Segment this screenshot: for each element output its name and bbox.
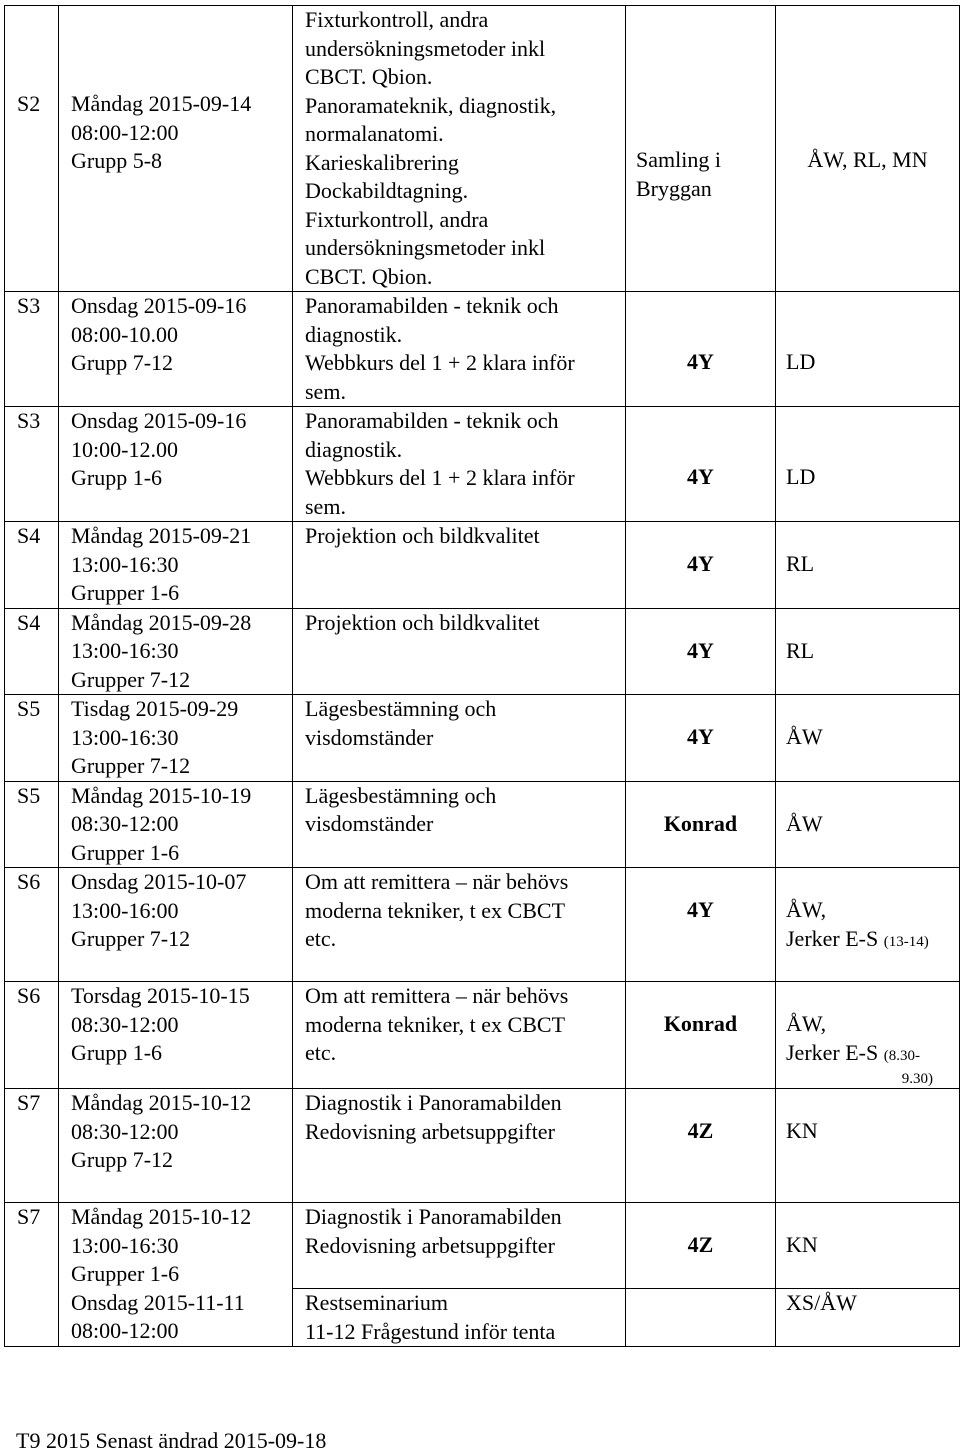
- datetime-line: Grupp 1-6: [71, 1040, 163, 1065]
- teacher-note: (8.30-: [883, 1047, 920, 1064]
- teacher-line: LD: [786, 464, 816, 489]
- datetime-line: Grupper 7-12: [71, 926, 191, 951]
- session-room-cell: [626, 868, 776, 982]
- teacher-note: (13-14): [883, 933, 929, 950]
- session-code: S2: [17, 91, 41, 116]
- room-line: Konrad: [663, 810, 738, 836]
- session-datetime-cell: [59, 522, 293, 609]
- session-code: S6: [17, 869, 41, 894]
- room-line: 4Z: [687, 1118, 714, 1143]
- session-code: S5: [17, 782, 41, 808]
- table-row: [5, 868, 960, 982]
- session-code-cell: [5, 6, 59, 292]
- topic-line: Panoramateknik, diagnostik,: [305, 92, 557, 118]
- topic-line: sem.: [305, 378, 346, 404]
- session-teacher-cell: [776, 982, 960, 1089]
- session-teacher-cell: [776, 407, 960, 522]
- topic-line: Diagnostik i Panoramabilden: [305, 1090, 562, 1115]
- datetime-line: Grupper 7-12: [71, 666, 191, 692]
- session-code: S7: [17, 1090, 41, 1115]
- topic-line: visdomständer: [305, 724, 434, 750]
- datetime-line: 10:00-12.00: [71, 436, 178, 462]
- topic-line: Webbkurs del 1 + 2 klara inför: [305, 350, 575, 375]
- teacher-line: KN: [786, 1232, 818, 1257]
- session-code-cell: [5, 1089, 59, 1203]
- session-datetime-cell: [59, 292, 293, 407]
- session-room-cell: [626, 407, 776, 522]
- datetime-line: Onsdag 2015-09-16: [71, 293, 247, 318]
- session-datetime-cell: [59, 1203, 293, 1289]
- session-teacher-cell: [776, 781, 960, 868]
- teacher-line: ÅW, RL, MN: [807, 147, 928, 172]
- topic-line: diagnostik.: [305, 436, 403, 462]
- session-code-cell: [5, 1203, 59, 1347]
- page-footer: T9 2015 Senast ändrad 2015-09-18: [16, 1428, 327, 1453]
- datetime-line: Grupper 7-12: [71, 753, 191, 778]
- room-line: 4Y: [687, 637, 714, 663]
- topic-line: sem.: [305, 493, 346, 519]
- datetime-line: 13:00-16:00: [71, 897, 179, 923]
- datetime-line: 08:00-10.00: [71, 321, 178, 347]
- room-line: 4Y: [687, 464, 714, 489]
- datetime-line: Onsdag 2015-11-11: [71, 1289, 245, 1315]
- session-code-cell: [5, 522, 59, 609]
- session-datetime-cell: [59, 6, 293, 292]
- session-datetime-cell: [59, 608, 293, 695]
- teacher-line: XS/ÅW: [786, 1290, 857, 1315]
- room-line: 4Y: [687, 551, 714, 576]
- session-topic-cell: [293, 695, 626, 782]
- topic-line: Om att remittera – när behövs: [305, 983, 569, 1008]
- table-row: [5, 1203, 960, 1289]
- datetime-line: 08:00-12:00: [71, 119, 179, 145]
- session-topic-cell: [293, 522, 626, 609]
- table-row: [5, 1289, 960, 1347]
- topic-line: CBCT. Qbion.: [305, 263, 433, 289]
- datetime-line: Grupp 7-12: [71, 350, 174, 375]
- session-topic-cell: [293, 407, 626, 522]
- schedule-table: [4, 5, 960, 1347]
- session-room-cell: [626, 1089, 776, 1203]
- teacher-line: KN: [786, 1118, 818, 1143]
- session-code-cell: [5, 292, 59, 407]
- session-topic-cell: [293, 6, 626, 292]
- session-room-cell: [626, 1289, 776, 1347]
- topic-line: moderna tekniker, t ex CBCT: [305, 897, 566, 923]
- datetime-line: Grupper 1-6: [71, 839, 180, 865]
- topic-line: 11-12 Frågestund inför tenta: [305, 1318, 556, 1344]
- session-code-cell: [5, 695, 59, 782]
- table-row: [5, 1089, 960, 1203]
- room-line: 4Y: [687, 349, 714, 374]
- teacher-line: ÅW: [786, 810, 823, 836]
- session-code: S7: [17, 1204, 41, 1229]
- session-room-cell: [626, 695, 776, 782]
- session-code: S4: [17, 523, 41, 548]
- datetime-line: Måndag 2015-09-28: [71, 609, 252, 635]
- session-code: S4: [17, 609, 41, 635]
- datetime-line: 13:00-16:30: [71, 724, 179, 750]
- session-teacher-cell: [776, 1289, 960, 1347]
- session-room-cell: [626, 1203, 776, 1289]
- topic-line: Lägesbestämning och: [305, 696, 497, 721]
- teacher-line: ÅW,: [786, 897, 827, 922]
- topic-line: Webbkurs del 1 + 2 klara inför: [305, 465, 575, 490]
- topic-line: Karieskalibrering: [305, 149, 459, 175]
- session-datetime-cell: [59, 407, 293, 522]
- datetime-line: Tisdag 2015-09-29: [71, 696, 239, 721]
- session-code-cell: [5, 407, 59, 522]
- session-topic-cell: [293, 608, 626, 695]
- datetime-line: 13:00-16:30: [71, 1232, 179, 1258]
- session-teacher-cell: [776, 522, 960, 609]
- table-row: [5, 608, 960, 695]
- session-code-cell: [5, 868, 59, 982]
- session-teacher-cell: [776, 695, 960, 782]
- table-row: [5, 292, 960, 407]
- datetime-line: Måndag 2015-10-12: [71, 1204, 252, 1229]
- table-row: [5, 695, 960, 782]
- datetime-line: 08:30-12:00: [71, 1118, 179, 1144]
- topic-line: undersökningsmetoder inkl: [305, 35, 546, 61]
- session-teacher-cell: [776, 6, 960, 292]
- datetime-line: Måndag 2015-09-14: [71, 91, 252, 116]
- topic-line: Projektion och bildkvalitet: [305, 523, 540, 548]
- session-teacher-cell: [776, 292, 960, 407]
- topic-line: Redovisning arbetsuppgifter: [305, 1232, 555, 1258]
- topic-line: Fixturkontroll, andra: [305, 7, 489, 32]
- session-code: S5: [17, 696, 41, 721]
- topic-line: Dockabildtagning.: [305, 178, 469, 203]
- session-datetime-cell: [59, 695, 293, 782]
- session-code: S3: [17, 408, 41, 433]
- room-line: Bryggan: [636, 175, 712, 201]
- datetime-line: Grupp 5-8: [71, 148, 163, 173]
- session-topic-cell: [293, 982, 626, 1089]
- topic-line: etc.: [305, 926, 337, 951]
- session-code: S6: [17, 983, 41, 1008]
- datetime-line: 13:00-16:30: [71, 551, 179, 577]
- topic-line: visdomständer: [305, 811, 434, 836]
- datetime-line: Onsdag 2015-10-07: [71, 869, 247, 894]
- datetime-line: Grupper 1-6: [71, 580, 180, 605]
- datetime-line: Måndag 2015-09-21: [71, 523, 252, 548]
- table-row: [5, 6, 960, 292]
- session-topic-cell: [293, 1203, 626, 1289]
- session-datetime-cell: [59, 1289, 293, 1347]
- session-datetime-cell: [59, 1089, 293, 1203]
- session-datetime-cell: [59, 868, 293, 982]
- topic-line: Projektion och bildkvalitet: [305, 609, 540, 635]
- table-row: [5, 407, 960, 522]
- teacher-line: ÅW: [786, 724, 823, 749]
- teacher-line: LD: [786, 349, 816, 374]
- datetime-line: 08:30-12:00: [71, 811, 179, 836]
- topic-line: CBCT. Qbion.: [305, 64, 433, 89]
- table-row: [5, 522, 960, 609]
- room-line: Samling i: [636, 147, 721, 172]
- topic-line: Panoramabilden - teknik och: [305, 408, 559, 433]
- datetime-line: 08:00-12:00: [71, 1318, 179, 1343]
- topic-line: Restseminarium: [305, 1290, 448, 1315]
- topic-line: Panoramabilden - teknik och: [305, 293, 559, 318]
- session-room-cell: [626, 522, 776, 609]
- topic-line: Lägesbestämning och: [305, 782, 497, 808]
- table-row: [5, 982, 960, 1089]
- topic-line: etc.: [305, 1040, 337, 1065]
- datetime-line: Onsdag 2015-09-16: [71, 408, 247, 433]
- session-room-cell: [626, 982, 776, 1089]
- session-teacher-cell: [776, 608, 960, 695]
- topic-line: Om att remittera – när behövs: [305, 869, 569, 894]
- session-code: S3: [17, 293, 41, 318]
- session-room-cell: [626, 608, 776, 695]
- datetime-line: Grupp 7-12: [71, 1147, 174, 1172]
- topic-line: diagnostik.: [305, 321, 403, 347]
- teacher-line: RL: [786, 637, 815, 663]
- session-datetime-cell: [59, 781, 293, 868]
- session-topic-cell: [293, 292, 626, 407]
- teacher-line: Jerker E-S: [786, 1039, 879, 1065]
- session-code-cell: [5, 781, 59, 868]
- session-teacher-cell: [776, 1089, 960, 1203]
- topic-line: Fixturkontroll, andra: [305, 206, 489, 232]
- topic-line: Redovisning arbetsuppgifter: [305, 1118, 555, 1144]
- session-topic-cell: [293, 1289, 626, 1347]
- topic-line: undersökningsmetoder inkl: [305, 235, 546, 260]
- session-room-cell: [626, 6, 776, 292]
- session-room-cell: [626, 781, 776, 868]
- datetime-line: 08:30-12:00: [71, 1011, 179, 1037]
- session-code-cell: [5, 608, 59, 695]
- teacher-note: 9.30): [901, 1071, 933, 1087]
- schedule-body: [5, 6, 960, 1347]
- room-line: Konrad: [663, 1011, 738, 1036]
- session-code-cell: [5, 982, 59, 1089]
- room-line: 4Y: [687, 724, 714, 749]
- datetime-line: Måndag 2015-10-12: [71, 1090, 252, 1115]
- datetime-line: 13:00-16:30: [71, 638, 179, 663]
- session-teacher-cell: [776, 868, 960, 982]
- session-topic-cell: [293, 868, 626, 982]
- session-topic-cell: [293, 781, 626, 868]
- datetime-line: Grupper 1-6: [71, 1261, 180, 1286]
- topic-line: moderna tekniker, t ex CBCT: [305, 1011, 566, 1037]
- topic-line: normalanatomi.: [305, 121, 444, 146]
- session-topic-cell: [293, 1089, 626, 1203]
- datetime-line: Grupp 1-6: [71, 465, 163, 490]
- table-row: [5, 781, 960, 868]
- session-teacher-cell: [776, 1203, 960, 1289]
- session-room-cell: [626, 292, 776, 407]
- datetime-line: Måndag 2015-10-19: [71, 782, 252, 808]
- room-line: 4Z: [687, 1232, 714, 1257]
- teacher-line: RL: [786, 551, 815, 576]
- datetime-line: Torsdag 2015-10-15: [71, 983, 250, 1008]
- room-line: 4Y: [687, 897, 714, 922]
- teacher-line: Jerker E-S: [786, 925, 879, 951]
- topic-line: Diagnostik i Panoramabilden: [305, 1204, 562, 1229]
- session-datetime-cell: [59, 982, 293, 1089]
- teacher-line: ÅW,: [786, 1011, 827, 1036]
